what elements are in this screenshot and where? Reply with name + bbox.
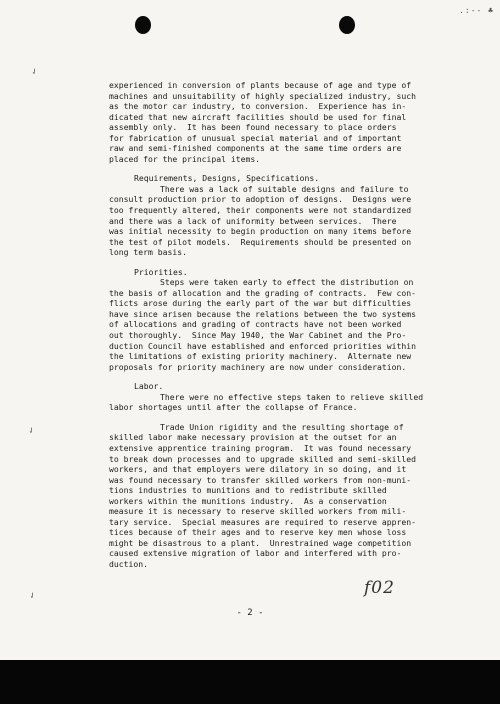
text-line: Trade Union rigidity and the resulting shortage of [160,421,404,432]
page-number: - 2 - [236,608,264,618]
text-line: raw and semi-finished components at the same time orders are [109,143,402,154]
text-line: assembly only. It has been found necessary to place orders [109,122,397,133]
text-line: flicts arose during the early part of the war but difficulties [109,298,412,309]
text-line: out thoroughly. Since May 1940, the War Cabinet and the Pro- [109,330,407,341]
paragraph-continuation [109,80,489,164]
text-line: of allocations and grading of contracts have not been worked [109,319,402,330]
text-line: workers within the munitions industry. As a conservation [109,495,387,506]
text-line: was initial necessity to begin production on many items before [109,226,412,237]
section-heading: Requirements, Designs, Specifications. [134,173,320,184]
text-line: labor shortages until after the collapse of France. [109,402,358,413]
section-labor [109,381,489,569]
text-line: consult production prior to adoption of designs. Designs were [109,194,412,205]
text-line: was found necessary to transfer skilled workers from non-muni- [109,474,412,485]
text-line: tary service. Special measures are required to reserve appren- [109,516,416,527]
corner-mark: .:-- ♣ [459,6,494,15]
section-heading: Labor. [134,381,164,392]
text-line: duction Council have established and enforced priorities within [109,340,416,351]
text-line: tices because of their ages and to reserve key men whose loss [109,527,407,538]
handwritten-note: f02 [364,578,395,598]
section-heading: Priorities. [134,266,188,277]
document-body [109,80,489,570]
text-line: have since arisen because the relations between the two systems [109,308,416,319]
text-line: measure it is necessary to reserve skilled workers from mili- [109,506,407,517]
text-line: duction. [109,558,148,569]
text-line: the test of pilot models. Requirements should be presented on [109,236,412,247]
text-line: placed for the principal items. [109,153,261,164]
text-line: for fabrication of unusual special material and of important [109,132,402,143]
text-line: long term basis. [109,247,187,258]
text-line: There was a lack of suitable designs and failure to [160,183,409,194]
text-line: to break down processes and to upgrade skilled and semi-skilled [109,453,416,464]
text-line: tions industries to munitions and to redistribute skilled [109,485,387,496]
margin-tick: ✓ [27,590,38,602]
text-line: too frequently altered, their components were not standardized [109,205,412,216]
text-line: Steps were taken early to effect the distribution on [160,277,414,288]
section-priorities [109,267,489,372]
text-line: the limitations of existing priority machinery. Alternate new [109,351,412,362]
text-line: experienced in conversion of plants because of age and type of [109,80,412,90]
scan-bottom-edge [0,660,500,704]
text-line: might be disastrous to a plant. Unrestrained wage competition [109,537,412,548]
punch-hole-left [135,16,151,34]
section-requirements [109,173,489,257]
punch-hole-right [339,16,355,34]
text-line: the basis of allocation and the grading of contracts. Few con- [109,287,416,298]
text-line: caused extensive migration of labor and interfered with pro- [109,548,402,559]
text-line: skilled labor make necessary provision at the outset for an [109,432,397,443]
text-line: as the motor car industry, to conversion. Experience has in- [109,101,407,112]
text-line: workers, and that employers were dilatory in so doing, and it [109,464,407,475]
text-line: extensive apprentice training program. It was found necessary [109,442,412,453]
text-line: and there was a lack of uniformity between services. There [109,215,397,226]
margin-tick: ✓ [26,425,37,437]
margin-tick: ✓ [29,66,40,78]
text-line: machines and unsuitability of highly specialized industry, such [109,90,416,101]
text-line: proposals for priority machinery are now under consideration. [109,361,407,372]
text-line: There were no effective steps taken to relieve skilled [160,391,424,402]
text-line: dicated that new aircraft facilities should be used for final [109,111,407,122]
